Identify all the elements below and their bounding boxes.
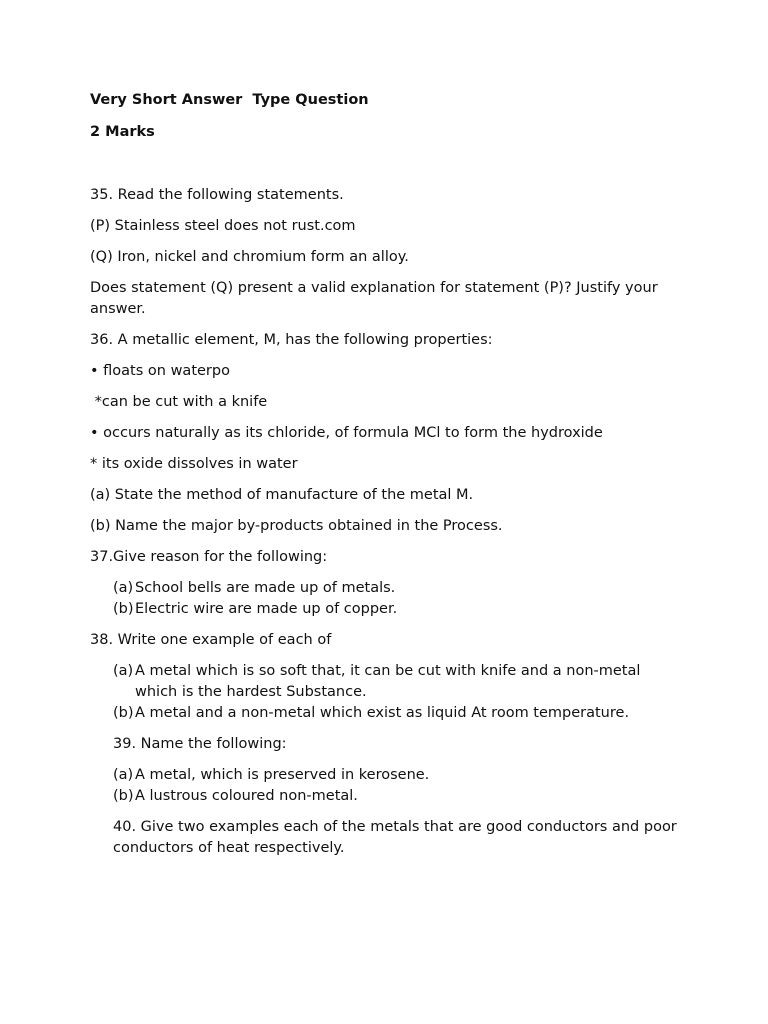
q39-item-a (113, 765, 680, 786)
q36-part-a: (a) State the method of manufacture of the metal M. (90, 487, 474, 503)
q36-part-b: (b) Name the major by-products obtained in the Process. (90, 518, 503, 534)
item-text: School bells are made up of metals. (135, 580, 396, 596)
q39-question: 39. Name the following: (113, 736, 287, 752)
q37-item-b (113, 599, 680, 620)
item-tag: (a) (113, 767, 134, 783)
q39-item-b (113, 786, 680, 807)
item-tag: (b) (113, 788, 134, 804)
q35-statement-q: (Q) Iron, nickel and chromium form an alloy. (90, 249, 409, 265)
q40-question: 40. Give two examples each of the metals that are good conductors and poor conductors of heat respectively. (113, 819, 677, 856)
q37-item-a (113, 578, 680, 599)
item-tag: (b) (113, 601, 134, 617)
q38-item-b (113, 703, 680, 724)
item-text: Electric wire are made up of copper. (135, 601, 398, 617)
item-tag: (a) (113, 663, 134, 679)
item-text: A lustrous coloured non-metal. (135, 788, 358, 804)
q35-statement-p: (P) Stainless steel does not rust.com (90, 218, 356, 234)
q35-ask: Does statement (Q) present a valid explanation for statement (P)? Justify your answer. (90, 280, 658, 317)
q36-property: * its oxide dissolves in water (90, 456, 298, 472)
item-tag: (b) (113, 705, 134, 721)
q36-question: 36. A metallic element, M, has the following properties: (90, 332, 493, 348)
item-tag: (a) (113, 580, 134, 596)
q36-property: *can be cut with a knife (90, 394, 268, 410)
q36-property: • occurs naturally as its chloride, of formula MCl to form the hydroxide (90, 425, 603, 441)
q38-item-a (113, 661, 680, 703)
q37-question: 37.Give reason for the following: (90, 549, 328, 565)
document-page (90, 90, 680, 869)
item-text: A metal and a non-metal which exist as liquid At room temperature. (135, 705, 630, 721)
q38-question: 38. Write one example of each of (90, 632, 332, 648)
item-text: A metal which is so soft that, it can be cut with knife and a non-metal which is the hardest Substance. (135, 663, 641, 700)
marks-label: 2 Marks (90, 124, 155, 140)
item-text: A metal, which is preserved in kerosene. (135, 767, 430, 783)
q36-property: • floats on waterpo (90, 363, 230, 379)
q35-question: 35. Read the following statements. (90, 187, 344, 203)
section-title: Very Short Answer Type Question (90, 92, 369, 108)
